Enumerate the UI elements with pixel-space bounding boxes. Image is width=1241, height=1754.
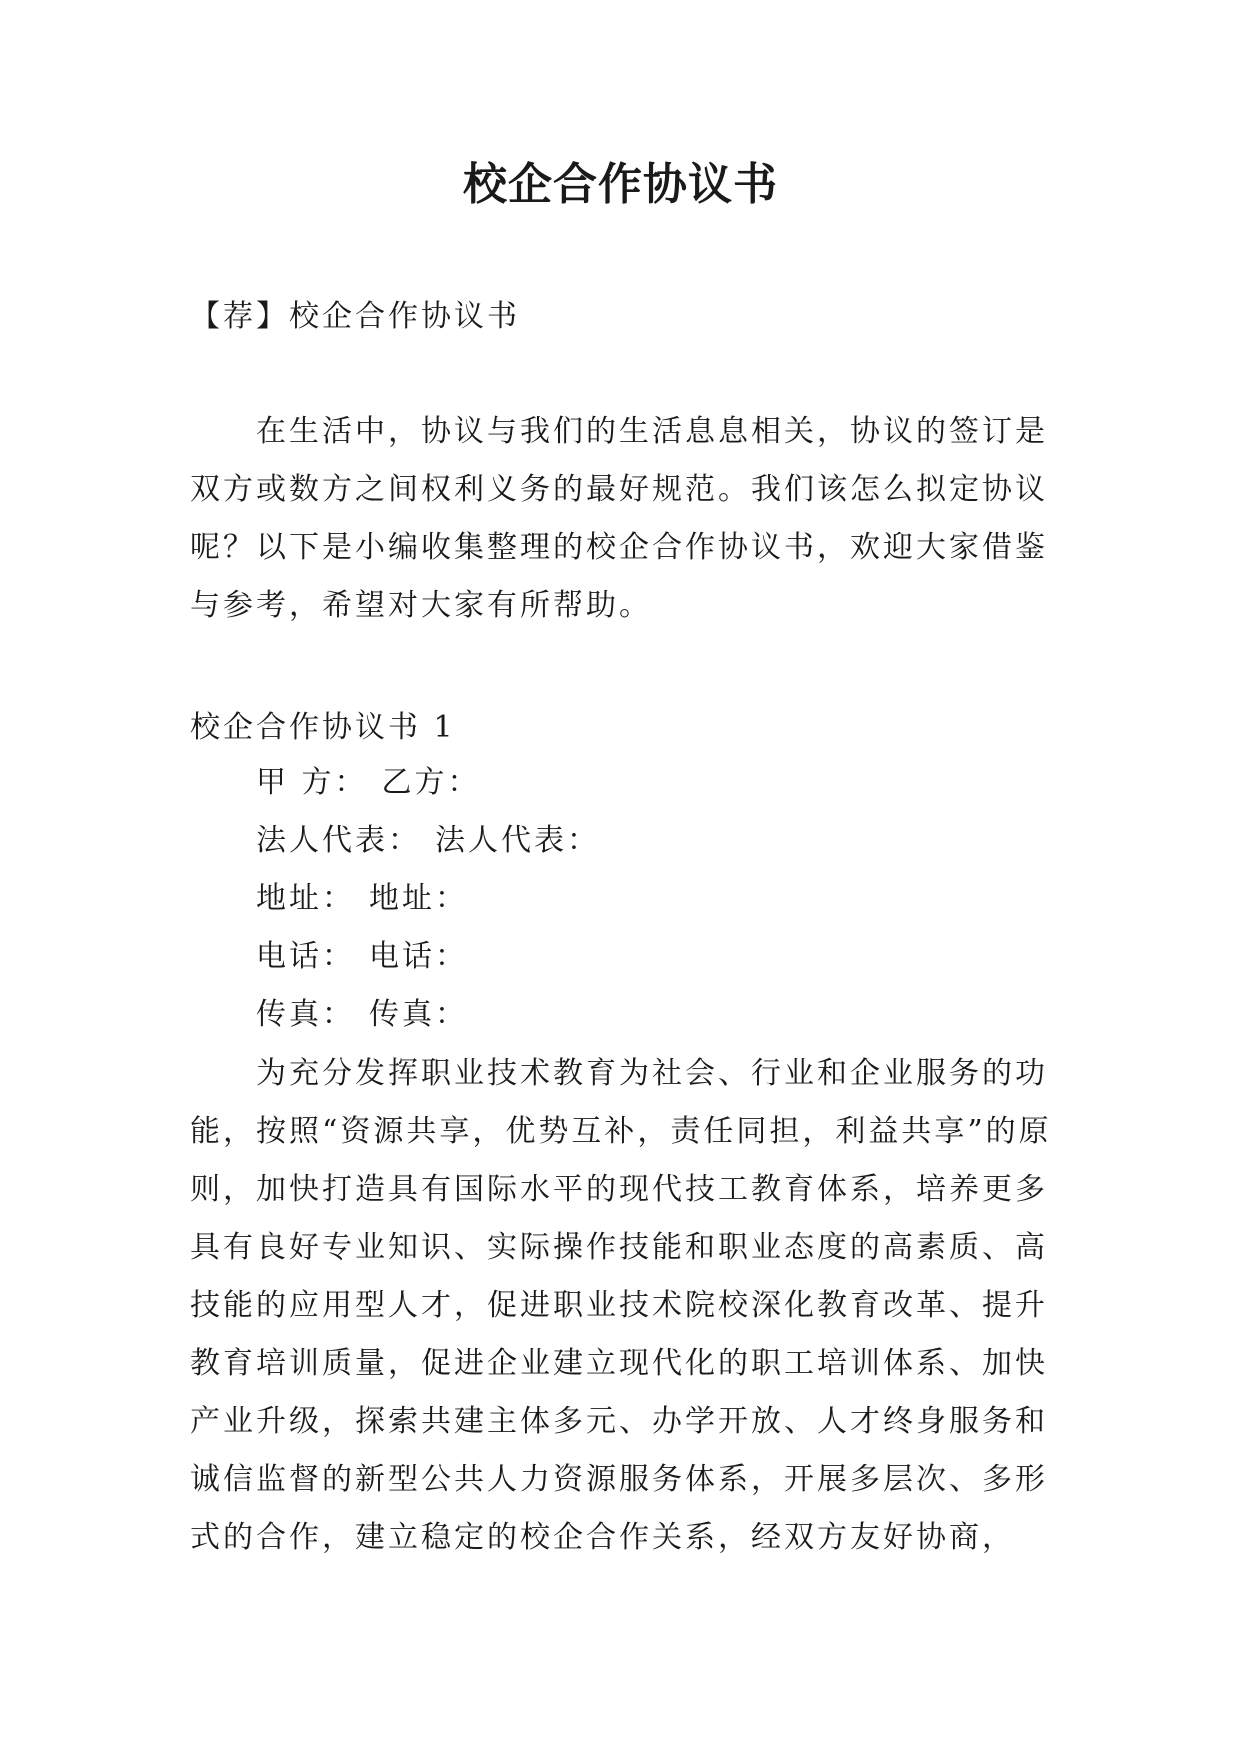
party-b-representative-label: 法人代表： — [435, 823, 600, 858]
document-subtitle: 【荐】校企合作协议书 — [190, 299, 520, 334]
party-b-fax-label: 传真： — [369, 997, 468, 1032]
party-line-phone — [256, 928, 1136, 986]
intro-paragraph: 在生活中，协议与我们的生活息息相关，协议的签订是双方或数方之间权利义务的最好规范。我们该怎么拟定协议呢？以下是小编收集整理的校企合作协议书，欢迎大家借鉴与参考，希望对大家有所帮助。 — [190, 414, 1048, 623]
party-a-address-label: 地址： — [256, 881, 355, 916]
party-a-representative-label: 法人代表： — [256, 823, 421, 858]
party-a-fax-label: 传真： — [256, 997, 355, 1032]
party-line-fax — [256, 986, 1136, 1044]
party-line-address — [256, 870, 1136, 928]
party-line-representative — [256, 812, 1136, 870]
party-b-name-label: 乙方： — [381, 765, 481, 800]
party-b-phone-label: 电话： — [369, 939, 468, 974]
party-info-block — [256, 754, 1136, 1044]
party-a-phone-label: 电话： — [256, 939, 355, 974]
party-a-name-label: 甲 方： — [256, 765, 368, 800]
document-title: 校企合作协议书 — [463, 159, 778, 210]
section-title: 校企合作协议书 1 — [190, 710, 456, 745]
party-line-name — [256, 754, 1136, 812]
party-b-address-label: 地址： — [369, 881, 468, 916]
main-paragraph: 为充分发挥职业技术教育为社会、行业和企业服务的功能，按照“资源共享，优势互补，责任同担，利益共享”的原则，加快打造具有国际水平的现代技工教育体系，培养更多具有良好专业知识、实际操作技能和职业态度的高素质、高技能的应用型人才，促进职业技术院校深化教育改革、提升教育培训质量，促进企业建立现代化的职工培训体系、加快产业升级，探索共建主体多元、办学开放、人才终身服务和诚信监督的新型公共人力资源服务体系，开展多层次、多形式的合作，建立稳定的校企合作关系，经双方友好协商， — [190, 1056, 1052, 1555]
